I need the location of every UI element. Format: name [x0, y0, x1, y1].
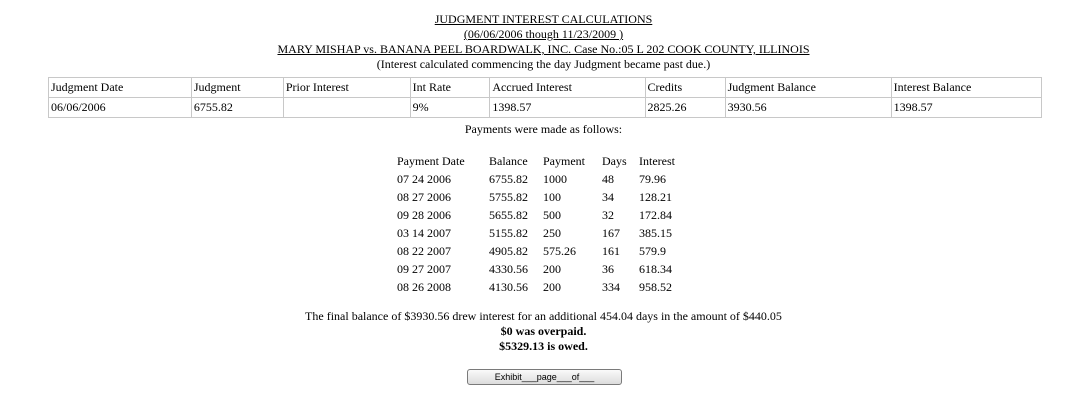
summary-header-cell: Judgment: [191, 78, 283, 98]
payment-balance: 6755.82: [489, 171, 528, 186]
summary-header-cell: Credits: [645, 78, 725, 98]
payment-balance: 5755.82: [489, 189, 528, 204]
judgment-summary-table: [48, 77, 1042, 118]
summary-value-cell: 6755.82: [191, 98, 283, 118]
table-row: [394, 278, 702, 296]
payment-amount: 1000: [543, 171, 567, 186]
payment-interest: 128.21: [639, 189, 672, 204]
payment-days: 167: [602, 225, 620, 240]
summary-header-cell: Accrued Interest: [490, 78, 645, 98]
payment-date: 08 27 2006: [397, 189, 451, 204]
payments-intro: Payments were made as follows:: [464, 122, 623, 136]
summary-header-cell: Judgment Date: [49, 78, 192, 98]
document-title: JUDGMENT INTEREST CALCULATIONS: [434, 12, 653, 26]
summary-header-row: [49, 78, 1042, 98]
payment-balance: 4330.56: [489, 261, 528, 276]
date-range: (06/06/2006 though 11/23/2009 ): [463, 27, 624, 41]
payment-interest: 958.52: [639, 279, 672, 294]
summary-value-cell: 06/06/2006: [49, 98, 192, 118]
payment-interest: 385.15: [639, 225, 672, 240]
payment-amount: 100: [543, 189, 561, 204]
payment-date: 09 27 2007: [397, 261, 451, 276]
payment-interest: 172.84: [639, 207, 672, 222]
summary-header-cell: Prior Interest: [283, 78, 410, 98]
payments-header-cell: Payment Date: [397, 153, 465, 168]
exhibit-button[interactable]: Exhibit___page___of___: [467, 369, 622, 385]
payment-days: 36: [602, 261, 614, 276]
document-header: [0, 12, 1087, 72]
payment-days: 32: [602, 207, 614, 222]
summary-value-cell: 2825.26: [645, 98, 725, 118]
owed-statement: $5329.13 is owed.: [499, 339, 588, 353]
payments-header-cell: Balance: [489, 153, 528, 168]
payment-days: 334: [602, 279, 620, 294]
payment-days: 48: [602, 171, 614, 186]
table-row: [394, 170, 702, 188]
summary-value-row: [49, 98, 1042, 118]
table-row: [394, 188, 702, 206]
payment-days: 34: [602, 189, 614, 204]
payments-table: [394, 152, 702, 296]
payment-amount: 500: [543, 207, 561, 222]
final-balance-statement: The final balance of $3930.56 drew interest for an additional 454.04 days in the amount of $440.05: [305, 309, 782, 323]
payment-date: 08 22 2007: [397, 243, 451, 258]
payment-date: 07 24 2006: [397, 171, 451, 186]
final-summary: [0, 309, 1087, 354]
payments-header-cell: Payment: [543, 153, 585, 168]
payment-interest: 579.9: [639, 243, 666, 258]
summary-value-cell: 3930.56: [725, 98, 891, 118]
payment-amount: 250: [543, 225, 561, 240]
payment-interest: 618.34: [639, 261, 672, 276]
payment-date: 08 26 2008: [397, 279, 451, 294]
calculation-note: (Interest calculated commencing the day Judgment became past due.): [376, 57, 711, 71]
payment-balance: 5655.82: [489, 207, 528, 222]
payment-date: 09 28 2006: [397, 207, 451, 222]
table-row: [394, 206, 702, 224]
payment-amount: 575.26: [543, 243, 576, 258]
summary-value-cell: 9%: [410, 98, 490, 118]
overpaid-statement: $0 was overpaid.: [500, 324, 587, 338]
table-row: [394, 260, 702, 278]
payment-amount: 200: [543, 279, 561, 294]
summary-header-cell: Judgment Balance: [725, 78, 891, 98]
payment-balance: 4130.56: [489, 279, 528, 294]
summary-header-cell: Interest Balance: [891, 78, 1041, 98]
payment-interest: 79.96: [639, 171, 666, 186]
table-row: [394, 224, 702, 242]
table-row: [394, 242, 702, 260]
payment-date: 03 14 2007: [397, 225, 451, 240]
payments-header-cell: Days: [602, 153, 627, 168]
payment-balance: 5155.82: [489, 225, 528, 240]
payments-header-cell: Interest: [639, 153, 675, 168]
payments-header-row: [394, 152, 702, 170]
case-caption: MARY MISHAP vs. BANANA PEEL BOARDWALK, INC. Case No.:05 L 202 COOK COUNTY, ILLINOIS: [277, 42, 810, 56]
summary-value-cell: 1398.57: [490, 98, 645, 118]
payment-amount: 200: [543, 261, 561, 276]
summary-value-cell: 1398.57: [891, 98, 1041, 118]
summary-header-cell: Int Rate: [410, 78, 490, 98]
payment-days: 161: [602, 243, 620, 258]
payment-balance: 4905.82: [489, 243, 528, 258]
summary-value-cell: [283, 98, 410, 118]
